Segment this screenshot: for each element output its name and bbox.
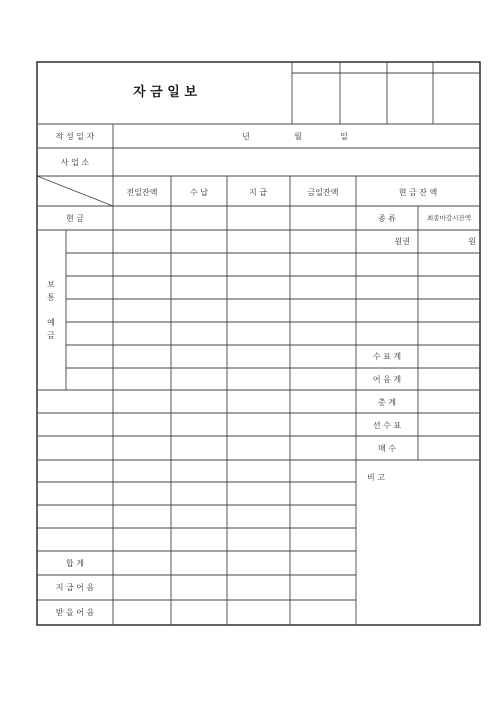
bills-receivable-label: 받 을 어 음 <box>55 608 95 617</box>
date-day: 일 <box>340 132 348 141</box>
office-label: 사 업 소 <box>60 158 90 167</box>
unit-won-note: 원권 <box>394 237 410 246</box>
col-receipt: 수 납 <box>190 188 208 197</box>
remarks-label: 비 고 <box>367 473 385 482</box>
col-cash-balance: 현 금 잔 액 <box>398 188 438 197</box>
date-label: 작 성 일 자 <box>55 132 95 141</box>
header-diagonal <box>37 176 113 206</box>
unit-won: 원 <box>468 237 476 246</box>
form-border <box>37 62 480 625</box>
cash-type-label: 종 류 <box>378 214 396 223</box>
deposit-char-2: 통 <box>47 293 55 302</box>
bill-total-label: 어 음 계 <box>372 375 402 384</box>
form-title: 자 금 일 보 <box>133 85 197 100</box>
deposit-char-1: 보 <box>47 280 55 289</box>
advance-check-label: 선 수 표 <box>372 421 402 430</box>
date-month: 월 <box>294 132 302 141</box>
total-label: 합 계 <box>66 559 84 568</box>
cash-label: 현 금 <box>66 214 84 223</box>
col-today-balance: 금일잔액 <box>307 188 339 197</box>
deposit-char-3: 예 <box>47 318 55 327</box>
col-payment: 지 급 <box>249 188 267 197</box>
date-year: 년 <box>242 132 250 141</box>
grand-total-label: 총 계 <box>378 398 396 407</box>
count-label: 매 수 <box>378 444 396 453</box>
deposit-char-4: 금 <box>47 331 55 340</box>
col-prev-balance: 전일잔액 <box>126 188 158 197</box>
check-total-label: 수 표 계 <box>372 352 402 361</box>
latest-balance-label: 최종마감시잔액 <box>427 214 471 222</box>
bills-payable-label: 지 급 어 음 <box>55 583 95 592</box>
